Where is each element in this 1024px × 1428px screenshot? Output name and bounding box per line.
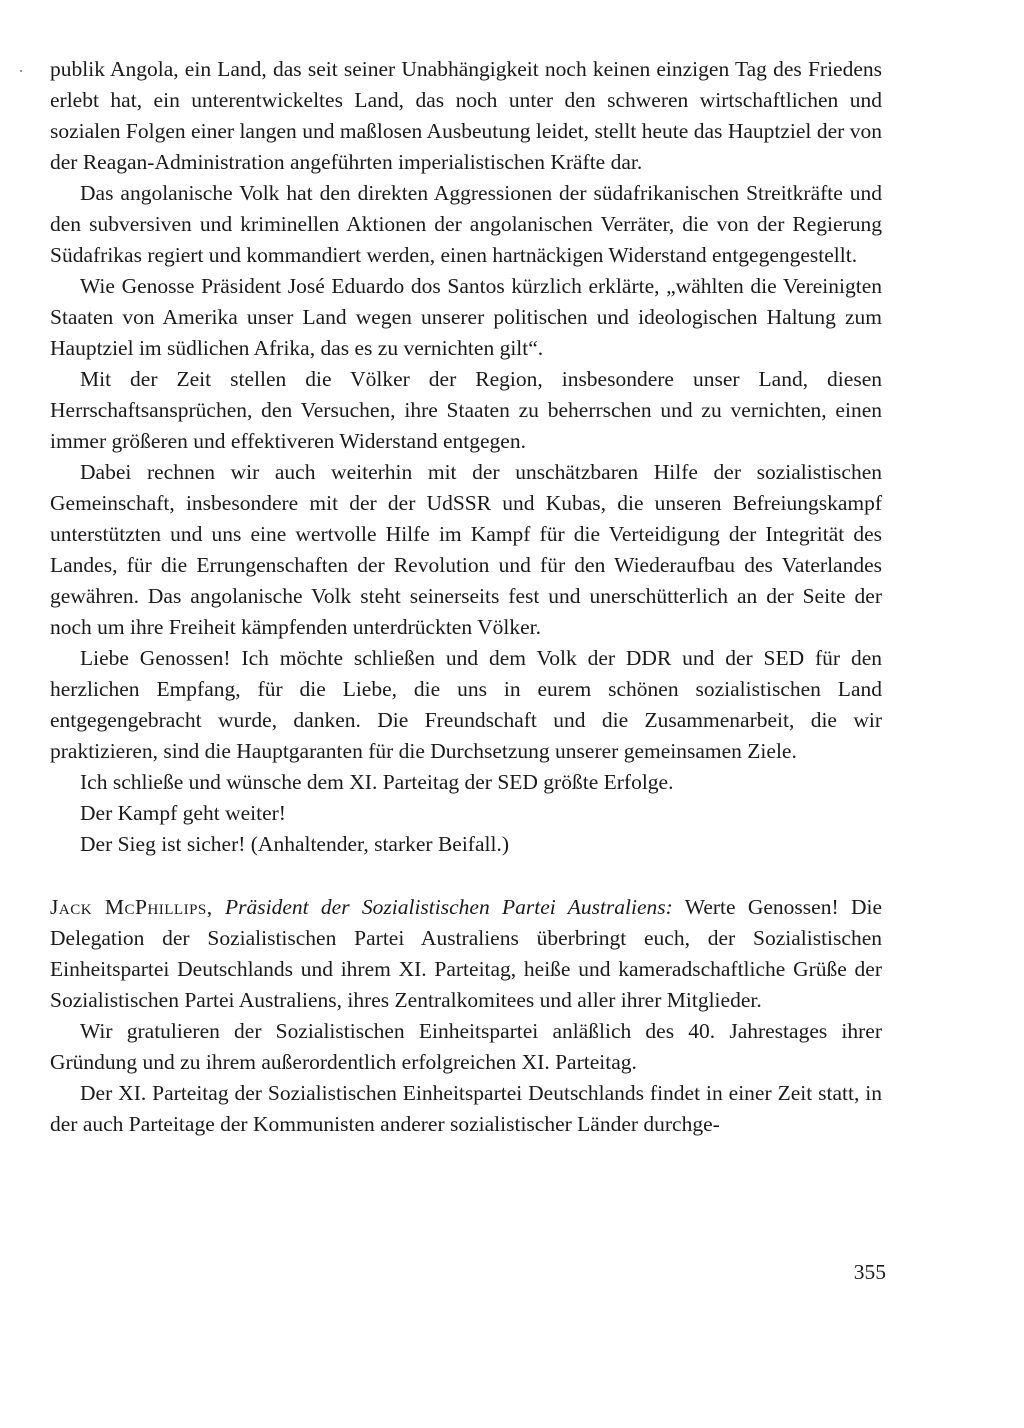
speaker-role: Präsident der Sozialistischen Partei Australiens: (224, 895, 673, 919)
margin-mark (20, 70, 22, 72)
paragraph: Liebe Genossen! Ich möchte schließen und dem Volk der DDR und der SED für den herzlichen Empfang, für die Liebe, die uns in eurem schönen sozialistischen Land entgegengebracht wurde, danken. Die Freundschaft und die Zusammenarbeit, die wir praktizieren, sind die Hauptgaranten für die Durchsetzung unserer gemeinsamen Ziele. (50, 646, 882, 763)
section-gap (50, 860, 882, 892)
paragraph: Der XI. Parteitag der Sozialistischen Einheitspartei Deutschlands findet in einer Zeit statt, in der auch Parteitage der Kommunisten anderer sozialistischer Länder durchge- (50, 1081, 882, 1136)
paragraph: Wie Genosse Präsident José Eduardo dos Santos kürzlich erklärte, „wählten die Vereinigten Staaten von Amerika unser Land wegen unserer politischen und ideologischen Haltung zum Hauptziel im südlichen Afrika, das es zu vernichten gilt“. (50, 274, 882, 360)
paragraph: publik Angola, ein Land, das seit seiner Unabhängigkeit noch keinen einzigen Tag des Friedens erlebt hat, ein unterentwickeltes Land, das noch unter den schweren wirtschaftlichen und sozialen Folgen einer langen und maßlosen Ausbeutung leidet, stellt heute das Hauptziel der von der Reagan-Administration angeführten imperialistischen Kräfte dar. (50, 57, 882, 174)
document-page (50, 54, 882, 1140)
closing-line: Ich schließe und wünsche dem XI. Parteitag der SED größte Erfolge. (80, 770, 674, 794)
closing-line: Der Kampf geht weiter! (80, 801, 286, 825)
paragraph: Dabei rechnen wir auch weiterhin mit der unschätzbaren Hilfe der sozialistischen Gemeinschaft, insbesondere mit der der UdSSR und Kubas, die unseren Befreiungskampf unterstützten und uns eine wertvolle Hilfe im Kampf für die Verteidigung der Integrität des Landes, für die Errungenschaften der Revolution und für den Wiederaufbau des Vaterlandes gewähren. Das angolanische Volk steht seinerseits fest und unerschütterlich an der Seite der noch um ihre Freiheit kämpfenden unterdrückten Völker. (50, 460, 882, 639)
closing-line: Der Sieg ist sicher! (Anhaltender, starker Beifall.) (80, 832, 509, 856)
page-number: 355 (853, 1260, 886, 1284)
speech-opening (50, 892, 882, 1016)
paragraph: Das angolanische Volk hat den direkten Aggressionen der südafrikanischen Streitkräfte und den subversiven und kriminellen Aktionen der angolanischen Verräter, die von der Regierung Südafrikas regiert und kommandiert werden, einen hartnäckigen Widerstand entgegengestellt. (50, 181, 882, 267)
paragraph: Wir gratulieren der Sozialistischen Einheitspartei anläßlich des 40. Jahrestages ihrer Gründung und zu ihrem außerordentlich erfolgreichen XI. Parteitag. (50, 1019, 882, 1074)
speaker-name: Jack McPhillips, (50, 895, 213, 919)
speech-opening-text: Werte Genossen! Die Delegation der Sozialistischen Partei Australiens überbringt euch, der Sozialistischen Einheitspartei Deutschlands und ihrem XI. Parteitag, heiße und kameradschaftliche Grüße der Sozialistischen Partei Australiens, ihres Zentralkomitees und aller ihrer Mitglieder. (50, 895, 882, 1012)
paragraph: Mit der Zeit stellen die Völker der Region, insbesondere unser Land, diesen Herrschaftsansprüchen, den Versuchen, ihre Staaten zu beherrschen und zu vernichten, einen immer größeren und effektiveren Widerstand entgegen. (50, 367, 882, 453)
